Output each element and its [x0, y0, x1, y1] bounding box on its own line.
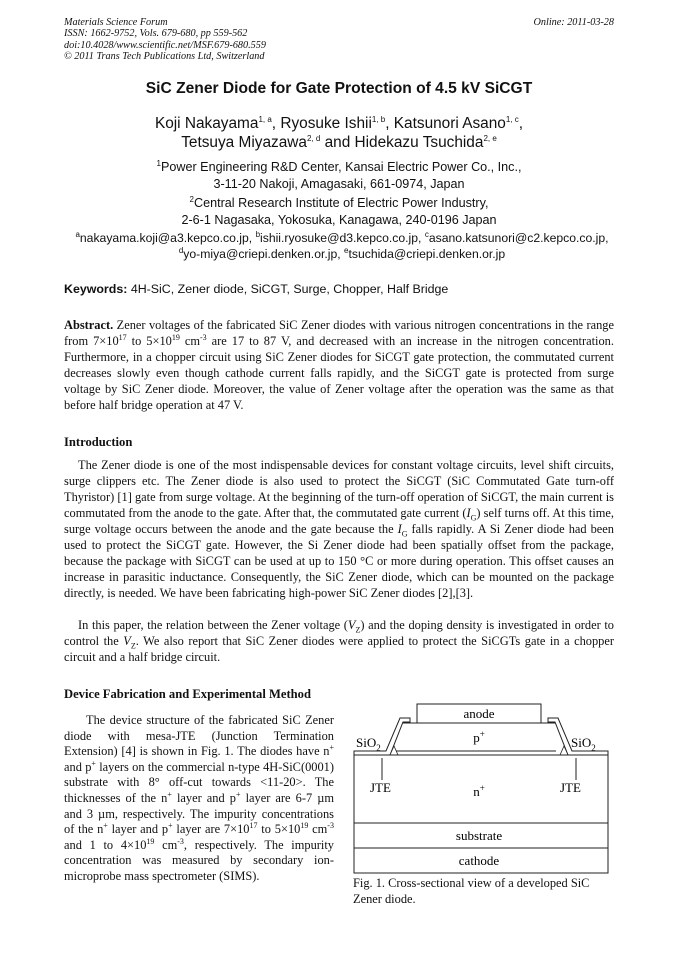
- abstract-label: Abstract.: [64, 318, 114, 332]
- p-plus-label: p+: [473, 729, 485, 745]
- copyright: © 2011 Trans Tech Publications Ltd, Switzerland: [64, 51, 265, 63]
- sio2-label-right: SiO$_2$: [571, 735, 596, 753]
- email-b: ishii.ryosuke@d3.kepco.co.jp,: [260, 231, 422, 245]
- n-plus-label: n+: [473, 783, 485, 799]
- paper-title: SiC Zener Diode for Gate Protection of 4.5 kV SiCGT: [145, 80, 533, 97]
- aff1-line1: Power Engineering R&D Center, Kansai Electric Power Co., Inc.,: [160, 160, 522, 174]
- online-date: Online: 2011-03-28: [533, 17, 614, 28]
- authors-line-2: Tetsuya Miyazawa$^{2, d}$ and Hidekazu Tsuchida$^{2, e}$: [181, 133, 497, 151]
- sio2-label-left: SiO$_2$: [356, 735, 381, 753]
- jte-label-right: JTE: [560, 780, 581, 795]
- email-a: nakayama.koji@a3.kepco.co.jp,: [79, 231, 253, 245]
- device-paragraph: The device structure of the fabricated SiC Zener diode with mesa-JTE (Junction Termination Extension) [4] is shown in Fig. 1. The diodes have n+ and p+ layers on the commercial n-type 4H-SiC(0001) substrate with 8° off-cut towards <11-20>. The thicknesses of the n+ layer and p+ layer are 6-7 µm and 3 µm, respectively. The impurity concentrations of the n+ layer and p+ layer are $7\times 10^{17}$ to $5\times 10^{19}$ $cm^{-3}$ and 1 to $4\times 10^{19}$ $cm^{-3}$, respectively. The impurity concentration was measured by secondary ion-microprobe mass spectrometer (SIMS).: [64, 713, 334, 883]
- keywords: [64, 282, 448, 296]
- section-introduction: Introduction: [64, 435, 133, 449]
- email-c: asano.katsunori@c2.kepco.co.jp,: [428, 231, 609, 245]
- authors-line-1: Koji Nakayama$^{1, a}$, Ryosuke Ishii$^{1, b}$, Katsunori Asano$^{1, c}$,: [154, 114, 524, 132]
- journal-header: [64, 17, 266, 63]
- affiliation-1: $^1$Power Engineering R&D Center, Kansai Electric Power Co., Inc., 3-11-20 Nakoji, Amagasaki, 661-0974, Japan: [0, 159, 678, 192]
- email-d: yo-miya@criepi.denken.or.jp,: [183, 246, 341, 261]
- substrate-label: substrate: [455, 828, 503, 843]
- figure-1-caption: Fig. 1. Cross-sectional view of a developed SiC Zener diode.: [353, 876, 590, 906]
- abstract: Abstract. Zener voltages of the fabricated SiC Zener diodes with various nitrogen concentrations in the range from $7\times 10^{17}$ to $5\times 10^{19}$ $cm^{-3}$ are 17 to 87 V, and decreased with an increase in the nitrogen concentration. Furthermore, in a chopper circuit using SiC Zener diodes for SiCGT gate protection, the commutated current decreases slowly even though cathode current falls rapidly, and the SiCGT gate is protected from surge voltage by SiC Zener diode. Moreover, the value of Zener voltage after the operation was the same as that before half bridge operation at 47 V.: [64, 318, 614, 412]
- aff2-line1: Central Research Institute of Electric Power Industry,: [194, 196, 489, 210]
- cathode-label: cathode: [458, 853, 500, 868]
- intro-paragraph-1: The Zener diode is one of the most indispensable devices for constant voltage circuits, level shift circuits, surge clippers etc. The Zener diode is also used to protect the SiCGT (SiC Commutated Gate turn-off Thyristor) [1] gate from surge voltage. At the beginning of the turn-off operation of SiCGT, the main current is commutated from the anode to the gate. After that, the commutated gate current $(I_G)$ self turns off. At this time, surge voltage occurs between the anode and the gate because the $I_G$ falls rapidly. A Si Zener diode had been used to protect the SiCGT gate. However, the Si Zener diode had been spatially offset from the package, because the package with SiCGT can be used at up to 150 °C or more during operation. This offset causes an increase in parasitic inductance. Consequently, the SiC Zener diode, which can be mounted on the package directly, is needed. We have been fabricating high-power SiC Zener diodes [2],[3].: [64, 458, 614, 600]
- doi: doi:10.4028/www.scientific.net/MSF.679-680.559: [64, 39, 266, 51]
- anode-label: anode: [463, 706, 495, 721]
- aff2-line2: 2-6-1 Nagasaka, Yokosuka, Kanagawa, 240-0196 Japan: [181, 212, 497, 227]
- authors: [0, 114, 678, 152]
- section-device-fabrication: Device Fabrication and Experimental Method: [64, 687, 311, 701]
- intro-paragraph-2: In this paper, the relation between the Zener voltage $(V_Z)$ and the doping density is investigated in order to control the $V_Z$. We also report that SiC Zener diodes were applied to protect the SiCGTs gate in a chopper circuit and a half bridge circuit.: [64, 618, 614, 664]
- journal-name: Materials Science Forum: [64, 17, 168, 28]
- email-e: tsuchida@criepi.denken.or.jp: [348, 246, 506, 261]
- issn: ISSN: 1662-9752, Vols. 679-680, pp 559-562: [64, 28, 248, 40]
- author-emails: $^a$nakayama.koji@a3.kepco.co.jp, $^b$ishii.ryosuke@d3.kepco.co.jp, $^c$asano.katsunori@c2.kepco.co.jp, $^d$yo-miya@criepi.denken.or.jp, $^e$tsuchida@criepi.denken.or.jp: [75, 229, 609, 261]
- figure-1-cross-section: [350, 700, 614, 876]
- keywords-label: Keywords:: [64, 282, 128, 296]
- keywords-list: 4H-SiC, Zener diode, SiCGT, Surge, Chopper, Half Bridge: [130, 282, 449, 296]
- affiliation-2: $^2$Central Research Institute of Electric Power Industry, 2-6-1 Nagasaka, Yokosuka, Kanagawa, 240-0196 Japan: [0, 195, 678, 228]
- jte-label-left: JTE: [370, 780, 391, 795]
- aff1-line2: 3-11-20 Nakoji, Amagasaki, 661-0974, Japan: [213, 176, 465, 191]
